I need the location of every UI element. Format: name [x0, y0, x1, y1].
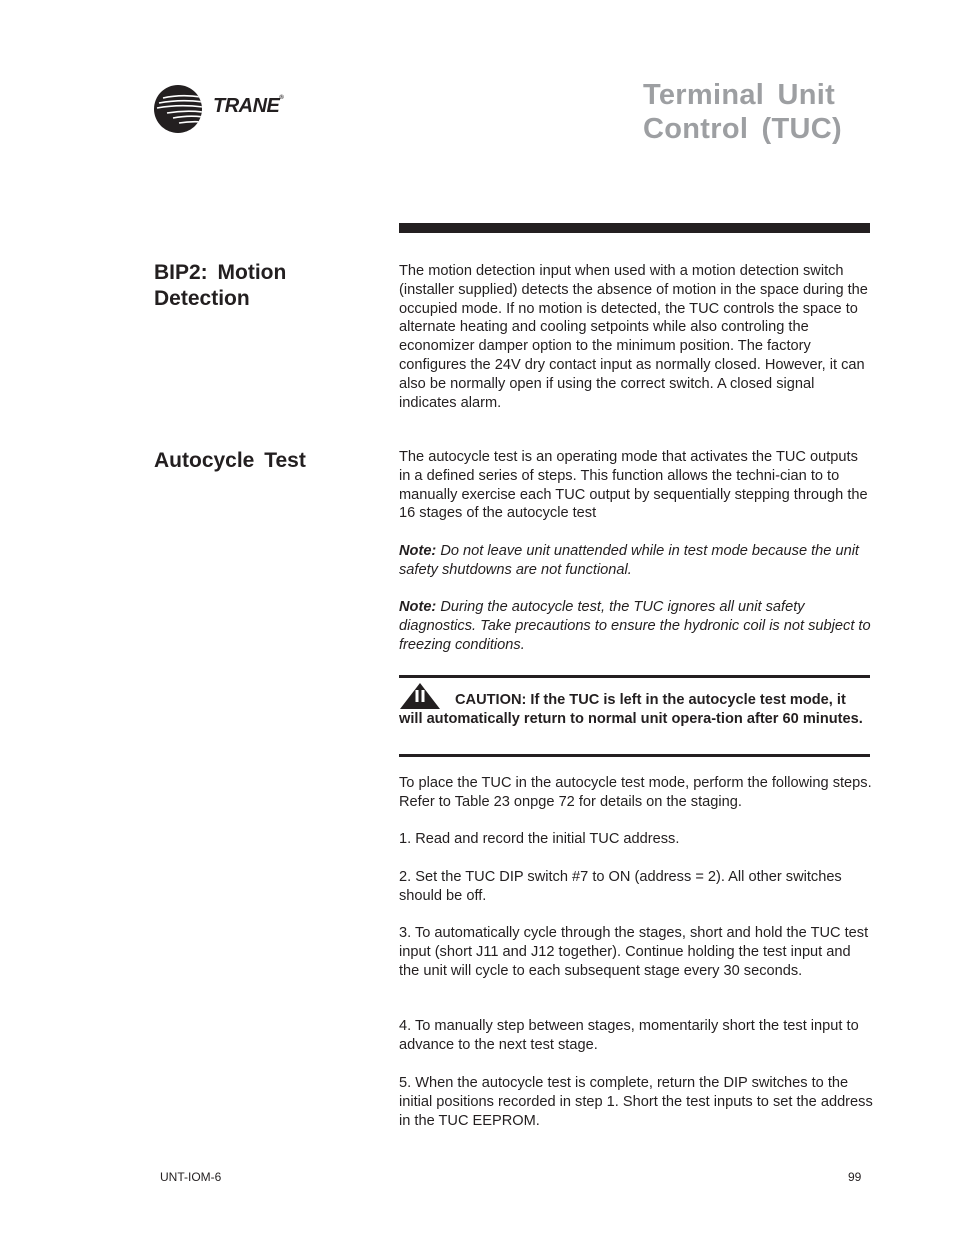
autocycle-intro: The autocycle test is an operating mode that activates the TUC outputs in a defined series of steps. This function allows the techni-cian to to manually exercise each TUC output by sequentially stepping through the 16 stages of the autocycle test	[399, 449, 868, 522]
caution-bottom-rule	[399, 754, 870, 757]
warning-triangle-icon	[399, 682, 441, 710]
bip2-body: The motion detection input when used with a motion detection switch (installer supplied) detects the absence of motion in the space during the occupied mode. If no motion is detected, the TUC controls the space to alternate heating and cooling setpoints while also controling the economizer damper option to the minimum position. The factory configures the 24V dry contact input as normally closed. However, it can also be normally open if using the correct switch. A closed signal indicates alarm.	[399, 263, 868, 411]
step-2: 2. Set the TUC DIP switch #7 to ON (address = 2). All other switches should be off.	[399, 869, 842, 904]
trane-logo	[153, 84, 303, 134]
step-4: 4. To manually step between stages, momentarily short the test input to advance to the next test stage.	[399, 1018, 859, 1053]
caution-top-rule	[399, 675, 870, 678]
brand-name: TRANE®	[213, 95, 284, 117]
footer-doc-id: UNT-IOM-6	[160, 1170, 222, 1184]
page-title	[643, 78, 903, 146]
top-divider	[399, 223, 870, 233]
procedure-intro: To place the TUC in the autocycle test mode, perform the following steps. Refer to Table 23 onpge 72 for details on the staging.	[399, 775, 872, 810]
step-1: 1. Read and record the initial TUC address.	[399, 831, 680, 847]
step-5: 5. When the autocycle test is complete, return the DIP switches to the initial positions recorded in step 1. Short the test inputs to set the address in the TUC EEPROM.	[399, 1075, 873, 1129]
bip2-heading: BIP2: Motion Detection	[154, 261, 287, 310]
caution-text: CAUTION: If the TUC is left in the autocycle test mode, it will automatically return to normal unit opera-tion after 60 minutes.	[399, 692, 863, 727]
note-unattended: Note: Do not leave unit unattended while in test mode because the unit safety shutdowns are not functional.	[399, 543, 859, 578]
trane-logo-icon	[153, 84, 203, 134]
autocycle-heading: Autocycle Test	[154, 449, 306, 472]
caution-block	[399, 682, 870, 729]
note-safety-diagnostics: Note: During the autocycle test, the TUC ignores all unit safety diagnostics. Take precautions to ensure the hydronic coil is not subject to freezing conditions.	[399, 599, 871, 653]
page-title-line1: Terminal Unit	[643, 79, 836, 111]
step-3: 3. To automatically cycle through the stages, short and hold the TUC test input (short J11 and J12 together). Continue holding the test input and the unit will cycle to each subsequent stage every 30 seconds.	[399, 925, 869, 979]
footer-page-number: 99	[848, 1170, 862, 1184]
page-title-line2: Control (TUC)	[643, 113, 842, 145]
